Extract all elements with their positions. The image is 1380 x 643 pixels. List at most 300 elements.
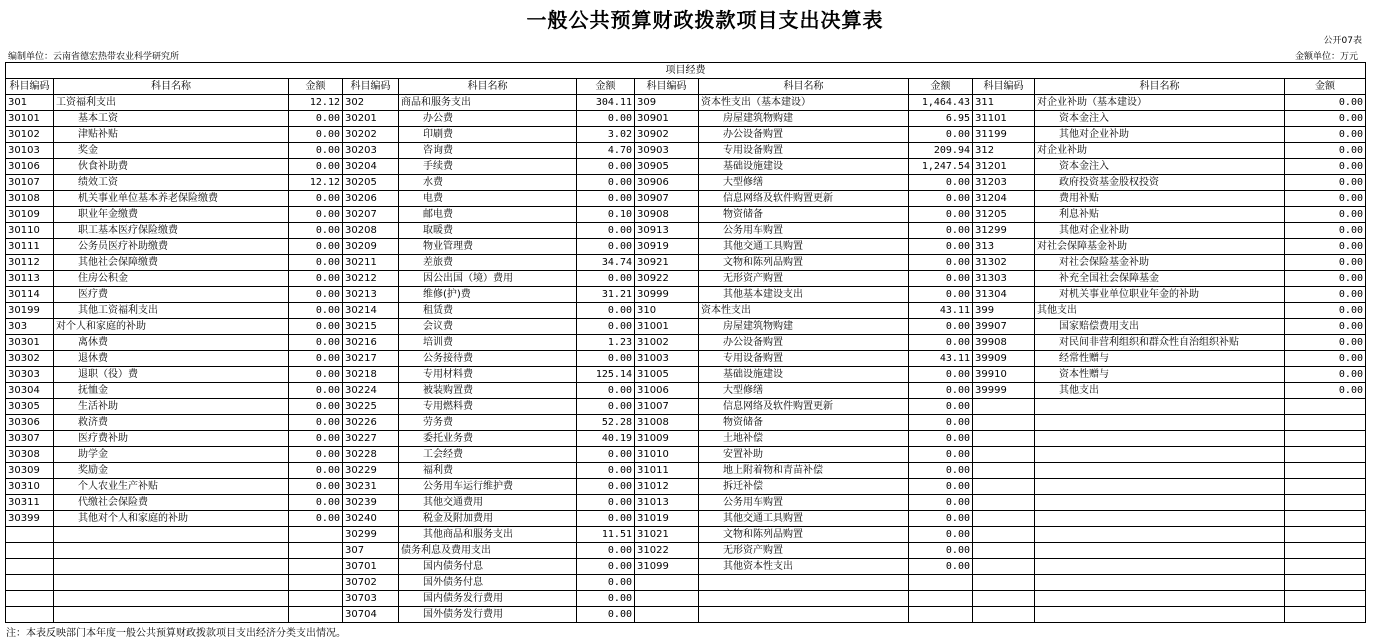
subject-name: 绩效工资 — [54, 175, 289, 191]
amount: 0.00 — [909, 223, 973, 239]
subject-name: 基本工资 — [54, 111, 289, 127]
amount: 0.00 — [909, 287, 973, 303]
amount: 0.00 — [289, 127, 343, 143]
subject-code: 31010 — [635, 447, 699, 463]
amount: 6.95 — [909, 111, 973, 127]
empty-cell — [1285, 399, 1366, 415]
table-row — [6, 559, 1366, 575]
subject-code: 31001 — [635, 319, 699, 335]
subject-name: 文物和陈列品购置 — [699, 255, 909, 271]
code-header: 科目编码 — [6, 79, 54, 95]
amount: 0.00 — [909, 175, 973, 191]
empty-cell — [54, 543, 289, 559]
subject-name: 安置补助 — [699, 447, 909, 463]
amount: 0.00 — [577, 447, 635, 463]
empty-cell — [1285, 463, 1366, 479]
subject-code: 30906 — [635, 175, 699, 191]
amount: 12.12 — [289, 175, 343, 191]
amount: 0.00 — [577, 495, 635, 511]
subject-name: 国外债务付息 — [399, 575, 577, 591]
subject-name: 医疗费 — [54, 287, 289, 303]
table-row — [6, 319, 1366, 335]
empty-cell — [6, 559, 54, 575]
subject-code: 30902 — [635, 127, 699, 143]
amount: 11.51 — [577, 527, 635, 543]
subject-code: 30208 — [343, 223, 399, 239]
amount: 0.00 — [909, 479, 973, 495]
amount: 0.00 — [577, 607, 635, 623]
subject-code: 39908 — [973, 335, 1035, 351]
subject-code: 39999 — [973, 383, 1035, 399]
subject-code: 30218 — [343, 367, 399, 383]
subject-code: 31199 — [973, 127, 1035, 143]
empty-cell — [1035, 447, 1285, 463]
subject-code: 30303 — [6, 367, 54, 383]
empty-cell — [973, 415, 1035, 431]
subject-code: 30921 — [635, 255, 699, 271]
amount: 0.00 — [577, 543, 635, 559]
amount: 4.70 — [577, 143, 635, 159]
subject-name: 邮电费 — [399, 207, 577, 223]
unit-label: 金额单位：万元 — [1294, 52, 1358, 62]
subject-code: 31022 — [635, 543, 699, 559]
subject-name: 国外债务发行费用 — [399, 607, 577, 623]
subject-name: 利息补贴 — [1035, 207, 1285, 223]
empty-cell — [973, 591, 1035, 607]
subject-name: 其他工资福利支出 — [54, 303, 289, 319]
empty-cell — [1035, 543, 1285, 559]
subject-code: 30206 — [343, 191, 399, 207]
empty-cell — [1035, 591, 1285, 607]
subject-code: 30704 — [343, 607, 399, 623]
empty-cell — [973, 399, 1035, 415]
table-body — [6, 95, 1366, 623]
table-row — [6, 543, 1366, 559]
amount: 0.00 — [289, 191, 343, 207]
table-row — [6, 111, 1366, 127]
subject-name: 基础设施建设 — [699, 367, 909, 383]
subject-name: 物业管理费 — [399, 239, 577, 255]
subject-name: 费用补贴 — [1035, 191, 1285, 207]
subject-name: 资本性支出（基本建设） — [699, 95, 909, 111]
amount: 0.00 — [909, 527, 973, 543]
amount: 0.00 — [1285, 143, 1366, 159]
empty-cell — [54, 575, 289, 591]
subject-code: 30905 — [635, 159, 699, 175]
subject-name: 维修(护)费 — [399, 287, 577, 303]
amount: 0.00 — [289, 143, 343, 159]
empty-cell — [1035, 527, 1285, 543]
subject-code: 30204 — [343, 159, 399, 175]
empty-cell — [6, 607, 54, 623]
empty-cell — [973, 479, 1035, 495]
amount: 0.00 — [289, 319, 343, 335]
subject-code: 30110 — [6, 223, 54, 239]
subject-name: 补充全国社会保障基金 — [1035, 271, 1285, 287]
amount: 0.00 — [289, 463, 343, 479]
empty-cell — [1035, 607, 1285, 623]
subject-code: 30102 — [6, 127, 54, 143]
subject-name: 基础设施建设 — [699, 159, 909, 175]
subject-name: 工会经费 — [399, 447, 577, 463]
subject-code: 31204 — [973, 191, 1035, 207]
empty-cell — [909, 607, 973, 623]
subject-name: 对社会保险基金补助 — [1035, 255, 1285, 271]
empty-cell — [973, 431, 1035, 447]
table-row — [6, 223, 1366, 239]
amount: 0.00 — [909, 255, 973, 271]
subject-name: 文物和陈列品购置 — [699, 527, 909, 543]
subject-name: 手续费 — [399, 159, 577, 175]
subject-code: 30202 — [343, 127, 399, 143]
subject-code: 312 — [973, 143, 1035, 159]
subject-name: 其他商品和服务支出 — [399, 527, 577, 543]
amount: 0.00 — [1285, 383, 1366, 399]
code-header: 科目编码 — [973, 79, 1035, 95]
amount: 0.00 — [909, 399, 973, 415]
form-id: 公开07表 — [1323, 36, 1362, 46]
subject-name: 房屋建筑物购建 — [699, 111, 909, 127]
amount: 0.00 — [577, 271, 635, 287]
subject-code: 30304 — [6, 383, 54, 399]
table-row — [6, 335, 1366, 351]
subject-name: 公务用车运行维护费 — [399, 479, 577, 495]
empty-cell — [973, 511, 1035, 527]
table-row — [6, 575, 1366, 591]
amount: 0.00 — [1285, 111, 1366, 127]
subject-code: 31304 — [973, 287, 1035, 303]
amount: 0.00 — [289, 335, 343, 351]
empty-cell — [1285, 415, 1366, 431]
amount: 0.00 — [577, 463, 635, 479]
amount-header: 金额 — [577, 79, 635, 95]
subject-code: 31008 — [635, 415, 699, 431]
subject-name: 工资福利支出 — [54, 95, 289, 111]
subject-name: 资本性赠与 — [1035, 367, 1285, 383]
amount: 0.00 — [577, 511, 635, 527]
table-row — [6, 95, 1366, 111]
amount: 43.11 — [909, 351, 973, 367]
subject-name: 专用设备购置 — [699, 143, 909, 159]
subject-name: 公务员医疗补助缴费 — [54, 239, 289, 255]
table-row — [6, 303, 1366, 319]
amount: 0.00 — [289, 223, 343, 239]
empty-cell — [289, 559, 343, 575]
empty-cell — [1035, 479, 1285, 495]
subject-name: 伙食补助费 — [54, 159, 289, 175]
amount: 0.00 — [289, 367, 343, 383]
subject-code: 31013 — [635, 495, 699, 511]
subject-name: 房屋建筑物购建 — [699, 319, 909, 335]
subject-code: 31021 — [635, 527, 699, 543]
empty-cell — [6, 543, 54, 559]
subject-name: 对企业补助 — [1035, 143, 1285, 159]
subject-name: 资本金注入 — [1035, 159, 1285, 175]
subject-name: 其他支出 — [1035, 303, 1285, 319]
amount: 0.00 — [909, 463, 973, 479]
subject-code: 30199 — [6, 303, 54, 319]
subject-name: 奖金 — [54, 143, 289, 159]
subject-code: 30301 — [6, 335, 54, 351]
subject-code: 30112 — [6, 255, 54, 271]
subject-name: 大型修缮 — [699, 175, 909, 191]
subject-code: 31205 — [973, 207, 1035, 223]
subject-code: 39910 — [973, 367, 1035, 383]
empty-cell — [54, 559, 289, 575]
amount: 0.00 — [289, 303, 343, 319]
subject-name: 培训费 — [399, 335, 577, 351]
table-row — [6, 255, 1366, 271]
subject-name: 咨询费 — [399, 143, 577, 159]
subject-code: 30308 — [6, 447, 54, 463]
amount: 0.00 — [909, 431, 973, 447]
empty-cell — [909, 575, 973, 591]
amount: 0.00 — [1285, 239, 1366, 255]
amount: 0.00 — [1285, 255, 1366, 271]
subject-name: 专用燃料费 — [399, 399, 577, 415]
empty-cell — [1035, 575, 1285, 591]
amount: 40.19 — [577, 431, 635, 447]
subject-code: 30213 — [343, 287, 399, 303]
subject-code: 30205 — [343, 175, 399, 191]
amount: 0.00 — [909, 559, 973, 575]
subject-name: 对社会保障基金补助 — [1035, 239, 1285, 255]
name-header: 科目名称 — [1035, 79, 1285, 95]
empty-cell — [1285, 575, 1366, 591]
subject-code: 39907 — [973, 319, 1035, 335]
subject-code: 30201 — [343, 111, 399, 127]
amount: 0.10 — [577, 207, 635, 223]
footnote: 注：本表反映部门本年度一般公共预算财政拨款项目支出经济分类支出情况。 — [6, 628, 346, 639]
amount: 0.00 — [1285, 319, 1366, 335]
amount: 1.23 — [577, 335, 635, 351]
amount: 12.12 — [289, 95, 343, 111]
subject-name: 个人农业生产补贴 — [54, 479, 289, 495]
subject-name: 资本性支出 — [699, 303, 909, 319]
subject-code: 31019 — [635, 511, 699, 527]
amount: 0.00 — [577, 383, 635, 399]
subject-code: 303 — [6, 319, 54, 335]
subject-code: 31011 — [635, 463, 699, 479]
table-row — [6, 399, 1366, 415]
subject-code: 30239 — [343, 495, 399, 511]
subject-name: 因公出国（境）费用 — [399, 271, 577, 287]
table-row — [6, 479, 1366, 495]
subject-code: 31302 — [973, 255, 1035, 271]
subject-code: 30229 — [343, 463, 399, 479]
org-label: 编制单位：云南省德宏热带农业科学研究所 — [8, 52, 180, 62]
subject-code: 30307 — [6, 431, 54, 447]
amount: 0.00 — [577, 191, 635, 207]
report-title: 一般公共预算财政拨款项目支出决算表 — [526, 8, 884, 32]
subject-code: 30226 — [343, 415, 399, 431]
amount: 0.00 — [1285, 287, 1366, 303]
amount: 0.00 — [289, 415, 343, 431]
subject-name: 信息网络及软件购置更新 — [699, 399, 909, 415]
subject-name: 信息网络及软件购置更新 — [699, 191, 909, 207]
empty-cell — [6, 575, 54, 591]
table-row — [6, 447, 1366, 463]
subject-code: 30399 — [6, 511, 54, 527]
amount: 0.00 — [909, 447, 973, 463]
subject-code: 31099 — [635, 559, 699, 575]
empty-cell — [635, 591, 699, 607]
amount: 0.00 — [1285, 207, 1366, 223]
subject-name: 代缴社会保险费 — [54, 495, 289, 511]
subject-name: 退职（役）费 — [54, 367, 289, 383]
code-header: 科目编码 — [635, 79, 699, 95]
table-row — [6, 527, 1366, 543]
table-row — [6, 511, 1366, 527]
empty-cell — [1285, 431, 1366, 447]
empty-cell — [909, 591, 973, 607]
subject-code: 399 — [973, 303, 1035, 319]
subject-name: 公务接待费 — [399, 351, 577, 367]
amount: 0.00 — [577, 591, 635, 607]
subject-code: 30225 — [343, 399, 399, 415]
amount: 3.02 — [577, 127, 635, 143]
empty-cell — [1285, 479, 1366, 495]
amount: 0.00 — [289, 399, 343, 415]
subject-code: 30702 — [343, 575, 399, 591]
subject-name: 职业年金缴费 — [54, 207, 289, 223]
amount: 0.00 — [577, 399, 635, 415]
empty-cell — [973, 495, 1035, 511]
subject-name: 办公设备购置 — [699, 127, 909, 143]
empty-cell — [1035, 559, 1285, 575]
table-row — [6, 175, 1366, 191]
subject-name: 取暖费 — [399, 223, 577, 239]
amount: 43.11 — [909, 303, 973, 319]
amount: 0.00 — [1285, 191, 1366, 207]
subject-name: 其他社会保障缴费 — [54, 255, 289, 271]
table-row — [6, 367, 1366, 383]
subject-name: 资本金注入 — [1035, 111, 1285, 127]
empty-cell — [635, 607, 699, 623]
amount: 0.00 — [577, 159, 635, 175]
subject-code: 30212 — [343, 271, 399, 287]
subject-name: 其他基本建设支出 — [699, 287, 909, 303]
subject-name: 国家赔偿费用支出 — [1035, 319, 1285, 335]
subject-name: 公务用车购置 — [699, 223, 909, 239]
table-row — [6, 287, 1366, 303]
amount: 304.11 — [577, 95, 635, 111]
amount: 0.00 — [289, 207, 343, 223]
empty-cell — [6, 591, 54, 607]
empty-cell — [289, 527, 343, 543]
amount: 0.00 — [909, 383, 973, 399]
subject-name: 办公费 — [399, 111, 577, 127]
subject-name: 会议费 — [399, 319, 577, 335]
subject-name: 对民间非营利组织和群众性自治组织补贴 — [1035, 335, 1285, 351]
amount: 0.00 — [577, 351, 635, 367]
empty-cell — [1285, 447, 1366, 463]
subject-code: 30908 — [635, 207, 699, 223]
empty-cell — [1035, 495, 1285, 511]
subject-name: 物资储备 — [699, 415, 909, 431]
subject-code: 30703 — [343, 591, 399, 607]
subject-name: 政府投资基金股权投资 — [1035, 175, 1285, 191]
amount: 0.00 — [577, 239, 635, 255]
subject-name: 债务利息及费用支出 — [399, 543, 577, 559]
amount: 0.00 — [1285, 335, 1366, 351]
subject-name: 生活补助 — [54, 399, 289, 415]
subject-name: 土地补偿 — [699, 431, 909, 447]
subject-code: 30107 — [6, 175, 54, 191]
amount: 0.00 — [289, 239, 343, 255]
amount: 0.00 — [1285, 159, 1366, 175]
amount: 0.00 — [1285, 303, 1366, 319]
subject-name: 其他对企业补助 — [1035, 223, 1285, 239]
subject-code: 31005 — [635, 367, 699, 383]
subject-code: 31002 — [635, 335, 699, 351]
subject-code: 30922 — [635, 271, 699, 287]
column-header-row — [6, 79, 1366, 95]
subject-code: 30203 — [343, 143, 399, 159]
amount: 209.94 — [909, 143, 973, 159]
amount: 0.00 — [909, 191, 973, 207]
empty-cell — [6, 527, 54, 543]
table-row — [6, 271, 1366, 287]
amount: 0.00 — [909, 271, 973, 287]
subject-code: 31003 — [635, 351, 699, 367]
amount: 0.00 — [909, 415, 973, 431]
subject-code: 30211 — [343, 255, 399, 271]
subject-name: 其他对个人和家庭的补助 — [54, 511, 289, 527]
subject-code: 31203 — [973, 175, 1035, 191]
subject-code: 30111 — [6, 239, 54, 255]
subject-name: 退休费 — [54, 351, 289, 367]
table-row — [6, 159, 1366, 175]
subject-name: 救济费 — [54, 415, 289, 431]
table-row — [6, 431, 1366, 447]
subject-code: 30209 — [343, 239, 399, 255]
table-row — [6, 351, 1366, 367]
amount: 0.00 — [909, 543, 973, 559]
amount: 0.00 — [289, 495, 343, 511]
subject-code: 30106 — [6, 159, 54, 175]
amount: 0.00 — [909, 335, 973, 351]
amount: 1,247.54 — [909, 159, 973, 175]
group-header: 项目经费 — [6, 63, 1366, 79]
amount: 0.00 — [909, 319, 973, 335]
subject-name: 津贴补贴 — [54, 127, 289, 143]
subject-name: 医疗费补助 — [54, 431, 289, 447]
table-row — [6, 607, 1366, 623]
empty-cell — [1035, 463, 1285, 479]
subject-code: 30907 — [635, 191, 699, 207]
empty-cell — [973, 543, 1035, 559]
empty-cell — [973, 559, 1035, 575]
name-header: 科目名称 — [54, 79, 289, 95]
subject-code: 31012 — [635, 479, 699, 495]
empty-cell — [54, 591, 289, 607]
subject-name: 办公设备购置 — [699, 335, 909, 351]
subject-name: 水费 — [399, 175, 577, 191]
amount-header: 金额 — [1285, 79, 1366, 95]
subject-code: 30913 — [635, 223, 699, 239]
amount: 0.00 — [1285, 271, 1366, 287]
subject-name: 商品和服务支出 — [399, 95, 577, 111]
subject-name: 对个人和家庭的补助 — [54, 319, 289, 335]
amount: 125.14 — [577, 367, 635, 383]
subject-name: 物资储备 — [699, 207, 909, 223]
empty-cell — [973, 463, 1035, 479]
amount: 0.00 — [1285, 175, 1366, 191]
table-row — [6, 415, 1366, 431]
subject-code: 39909 — [973, 351, 1035, 367]
amount: 0.00 — [577, 479, 635, 495]
